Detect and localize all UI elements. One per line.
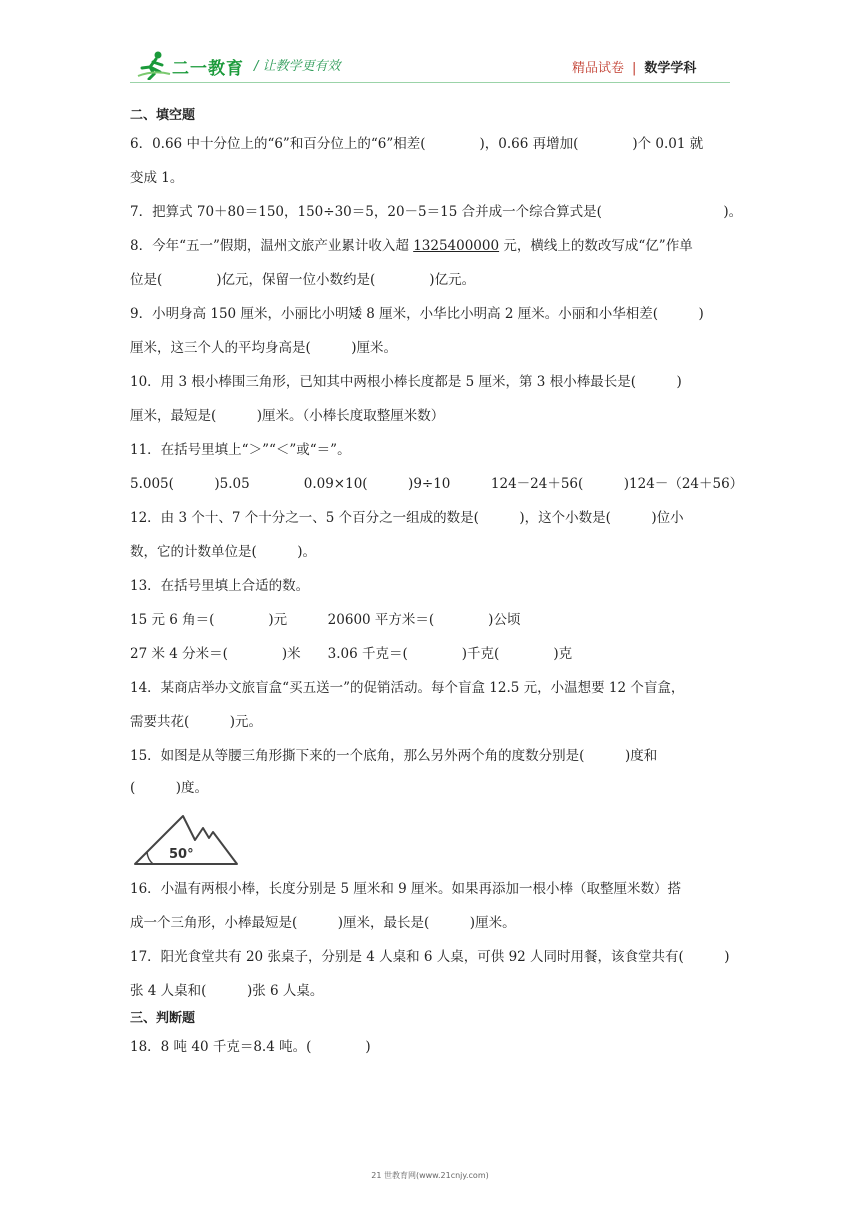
question-11-items: 5.005( )5.05 0.09×10( )9÷10 124－24＋56( )124－（24＋56） bbox=[130, 476, 744, 492]
angle-label: 50° bbox=[169, 847, 194, 862]
q8-underlined-number: 1325400000 bbox=[413, 238, 500, 254]
question-16-line-2: 成一个三角形，小棒最短是( )厘米，最长是( )厘米。 bbox=[130, 915, 516, 931]
section-fill-in-title: 二、填空题 bbox=[130, 108, 196, 123]
question-15-line-1: 15．如图是从等腰三角形撕下来的一个底角，那么另外两个角的度数分别是( )度和 bbox=[130, 748, 658, 764]
question-9-line-1: 9．小明身高 150 厘米，小丽比小明矮 8 厘米，小华比小明高 2 厘米。小丽和小华相差( ) bbox=[130, 306, 704, 322]
question-11: 11．在括号里填上“＞”“＜”或“＝”。 bbox=[130, 442, 351, 458]
question-10-line-2: 厘米，最短是( )厘米。（小棒长度取整厘米数） bbox=[130, 408, 445, 424]
section-judgement-title: 三、判断题 bbox=[130, 1011, 196, 1026]
question-15-line-2: ( )度。 bbox=[130, 780, 209, 796]
question-16-line-1: 16．小温有两根小棒，长度分别是 5 厘米和 9 厘米。如果再添加一根小棒（取整厘米数）搭 bbox=[130, 881, 682, 897]
page-footer: 21 世教育网(www.21cnjy.com) bbox=[371, 1171, 489, 1180]
header-tag-subject: 数学学科 bbox=[644, 61, 697, 76]
q8-text-pre: 8．今年“五一”假期，温州文旅产业累计收入超 bbox=[130, 238, 414, 254]
question-10-line-1: 10．用 3 根小棒围三角形，已知其中两根小棒长度都是 5 厘米，第 3 根小棒最长是( ) bbox=[130, 374, 682, 390]
question-13: 13．在括号里填上合适的数。 bbox=[130, 578, 310, 594]
header-slogan: / 让教学更有效 bbox=[254, 59, 341, 74]
header-tag-exam: 精品试卷 bbox=[572, 61, 625, 76]
q8-text-post: 元，横线上的数改写成“亿”作单 bbox=[499, 238, 693, 254]
header-right bbox=[572, 57, 696, 76]
header-separator: | bbox=[632, 61, 637, 76]
question-17-line-2: 张 4 人桌和( )张 6 人桌。 bbox=[130, 983, 324, 999]
question-13-row-1: 15 元 6 角＝( )元 20600 平方米＝( )公顷 bbox=[130, 612, 521, 628]
runner-logo-icon bbox=[136, 50, 172, 80]
question-14-line-2: 需要共花( )元。 bbox=[130, 714, 263, 730]
question-6-line-2: 变成 1。 bbox=[130, 170, 184, 186]
question-7: 7．把算式 70＋80＝150，150÷30＝5，20－5＝15 合并成一个综合算式是( )。 bbox=[130, 204, 743, 220]
logo bbox=[136, 50, 256, 80]
question-14-line-1: 14．某商店举办文旅盲盒“买五送一”的促销活动。每个盲盒 12.5 元，小温想要 12 个盲盒， bbox=[130, 680, 685, 696]
question-13-row-2: 27 米 4 分米＝( )米 3.06 千克＝( )千克( )克 bbox=[130, 646, 573, 662]
question-18: 18．8 吨 40 千克＝8.4 吨。( ) bbox=[130, 1039, 371, 1055]
logo-text: 二一教育 bbox=[172, 59, 244, 79]
question-8-line-1 bbox=[130, 237, 693, 255]
question-8-line-2: 位是( )亿元，保留一位小数约是( )亿元。 bbox=[130, 272, 476, 288]
torn-angle-figure bbox=[133, 806, 239, 866]
question-12-line-2: 数，它的计数单位是( )。 bbox=[130, 544, 317, 560]
question-12-line-1: 12．由 3 个十、7 个十分之一、5 个百分之一组成的数是( )，这个小数是( )位小 bbox=[130, 510, 684, 526]
question-17-line-1: 17．阳光食堂共有 20 张桌子，分别是 4 人桌和 6 人桌，可供 92 人同时用餐，该食堂共有( ) bbox=[130, 949, 730, 965]
header-divider bbox=[130, 82, 730, 83]
question-6-line-1: 6．0.66 中十分位上的“6”和百分位上的“6”相差( )，0.66 再增加( )个 0.01 就 bbox=[130, 136, 704, 152]
page-header bbox=[0, 0, 860, 100]
question-9-line-2: 厘米，这三个人的平均身高是( )厘米。 bbox=[130, 340, 398, 356]
